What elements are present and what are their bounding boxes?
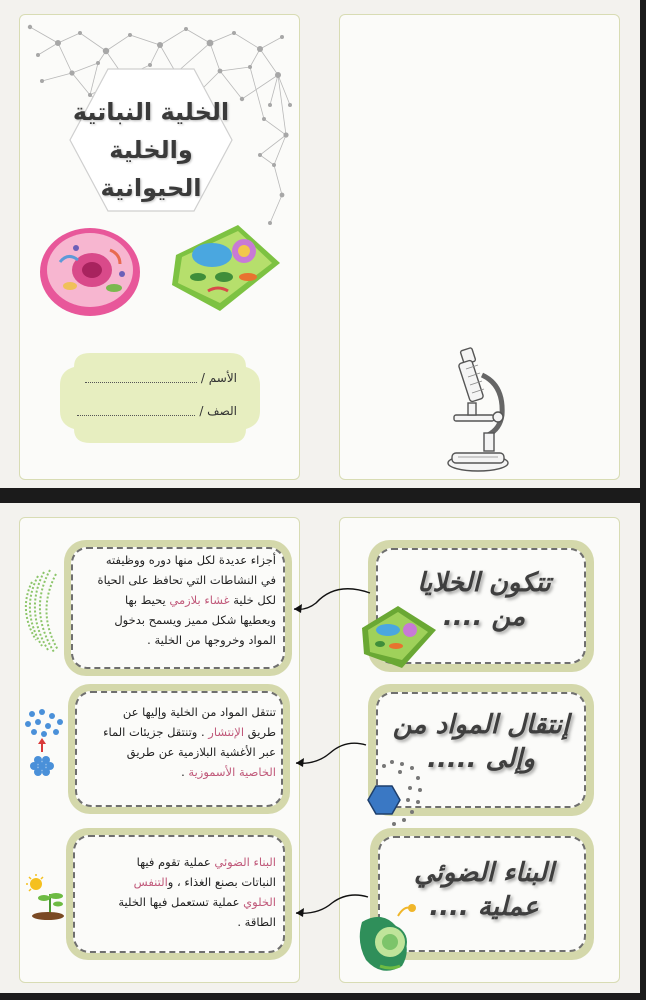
info-text-segment: تنتقل المواد من الخلية وإليها عن: [122, 705, 276, 719]
animal-cell-icon: [36, 220, 144, 320]
class-label: الصف /: [199, 404, 237, 418]
seedling-sun-icon: [26, 874, 68, 920]
info-line: [76, 590, 276, 610]
title-line-1: الخلية النباتية: [72, 98, 230, 126]
highlighted-term: غشاء بلازمي: [169, 593, 230, 607]
info-text-segment: . وتنتقل جزيئات الماء: [103, 725, 209, 739]
cover-sheet: [0, 0, 640, 488]
info-text-segment: طريق: [244, 725, 276, 739]
info-line: [76, 912, 276, 932]
name-card: [60, 351, 260, 445]
info-text-segment: .: [181, 765, 189, 779]
info-line: [76, 892, 276, 912]
diffusion-icon: [24, 708, 64, 778]
info-text-transport: [78, 702, 276, 782]
info-text-segment: عملية تقوم فيها: [136, 855, 215, 869]
info-line: [76, 852, 276, 872]
class-field[interactable]: [77, 404, 237, 418]
highlighted-term: البناء الضوئي: [214, 855, 276, 869]
info-line: [78, 762, 276, 782]
name-label: الأسم /: [200, 371, 237, 385]
heading-line-2: عملية ....: [429, 892, 539, 922]
info-line: [76, 630, 276, 650]
info-text-segment: عملية تستعمل فيها الخلية: [118, 895, 244, 909]
title-line-2: والخلية الحيوانية: [100, 136, 202, 202]
info-text-segment: في النشاطات التي تحافظ على الحياة: [97, 573, 276, 587]
content-sheet: [0, 503, 640, 993]
info-line: [78, 722, 276, 742]
highlighted-term: الخاصية الأسموزية: [188, 765, 276, 779]
info-text-segment: النباتات بصنع الغذاء ، و: [167, 875, 276, 889]
arrow-icon: [286, 729, 376, 779]
plant-cell-icon: [168, 215, 286, 320]
heading-line-2: وإلى .....: [427, 744, 535, 774]
info-line: [78, 742, 276, 762]
info-text-segment: المواد وخروجها من الخلية .: [147, 633, 276, 647]
highlighted-term: الإنتشار: [208, 725, 245, 739]
info-text-segment: الطاقة .: [237, 915, 276, 929]
class-blank[interactable]: [77, 406, 195, 416]
info-panel: [19, 517, 300, 983]
highlighted-term: التنفس: [133, 875, 168, 889]
back-panel: [339, 14, 620, 480]
info-text-photosynthesis: [76, 852, 276, 932]
info-line: [76, 570, 276, 590]
info-line: [76, 550, 276, 570]
info-line: [76, 872, 276, 892]
heading-line-1: البناء الضوئي: [413, 858, 555, 888]
info-card-transport: [68, 684, 290, 814]
heading-line-1: تتكون الخلايا: [417, 568, 551, 598]
name-field[interactable]: [85, 371, 237, 385]
cover-panel: [19, 14, 300, 480]
highlighted-term: الخلوي: [243, 895, 276, 909]
info-text-segment: لكل خلية: [229, 593, 276, 607]
info-line: [78, 702, 276, 722]
name-blank[interactable]: [85, 373, 197, 383]
info-text-cell-parts: [76, 550, 276, 650]
microscope-icon: [438, 345, 518, 475]
plasma-membrane-icon: [22, 566, 64, 656]
info-line: [76, 610, 276, 630]
info-card-photosynthesis: [66, 828, 292, 960]
arrow-icon: [286, 573, 376, 623]
page-title: [66, 93, 236, 207]
info-text-segment: يحيط بها: [125, 593, 170, 607]
info-text-segment: أجزاء عديدة لكل منها دوره ووظيفته: [105, 553, 276, 567]
info-text-segment: عبر الأغشية البلازمية عن طريق: [126, 745, 276, 759]
info-card-cell-parts: [64, 540, 292, 676]
heading-panel: [339, 517, 620, 983]
heading-line-1: إنتقال المواد من: [392, 710, 570, 740]
info-text-segment: ويعطيها شكل مميز ويسمح بدخول: [114, 613, 276, 627]
arrow-icon: [286, 881, 376, 931]
heading-line-2: من ....: [442, 602, 526, 632]
